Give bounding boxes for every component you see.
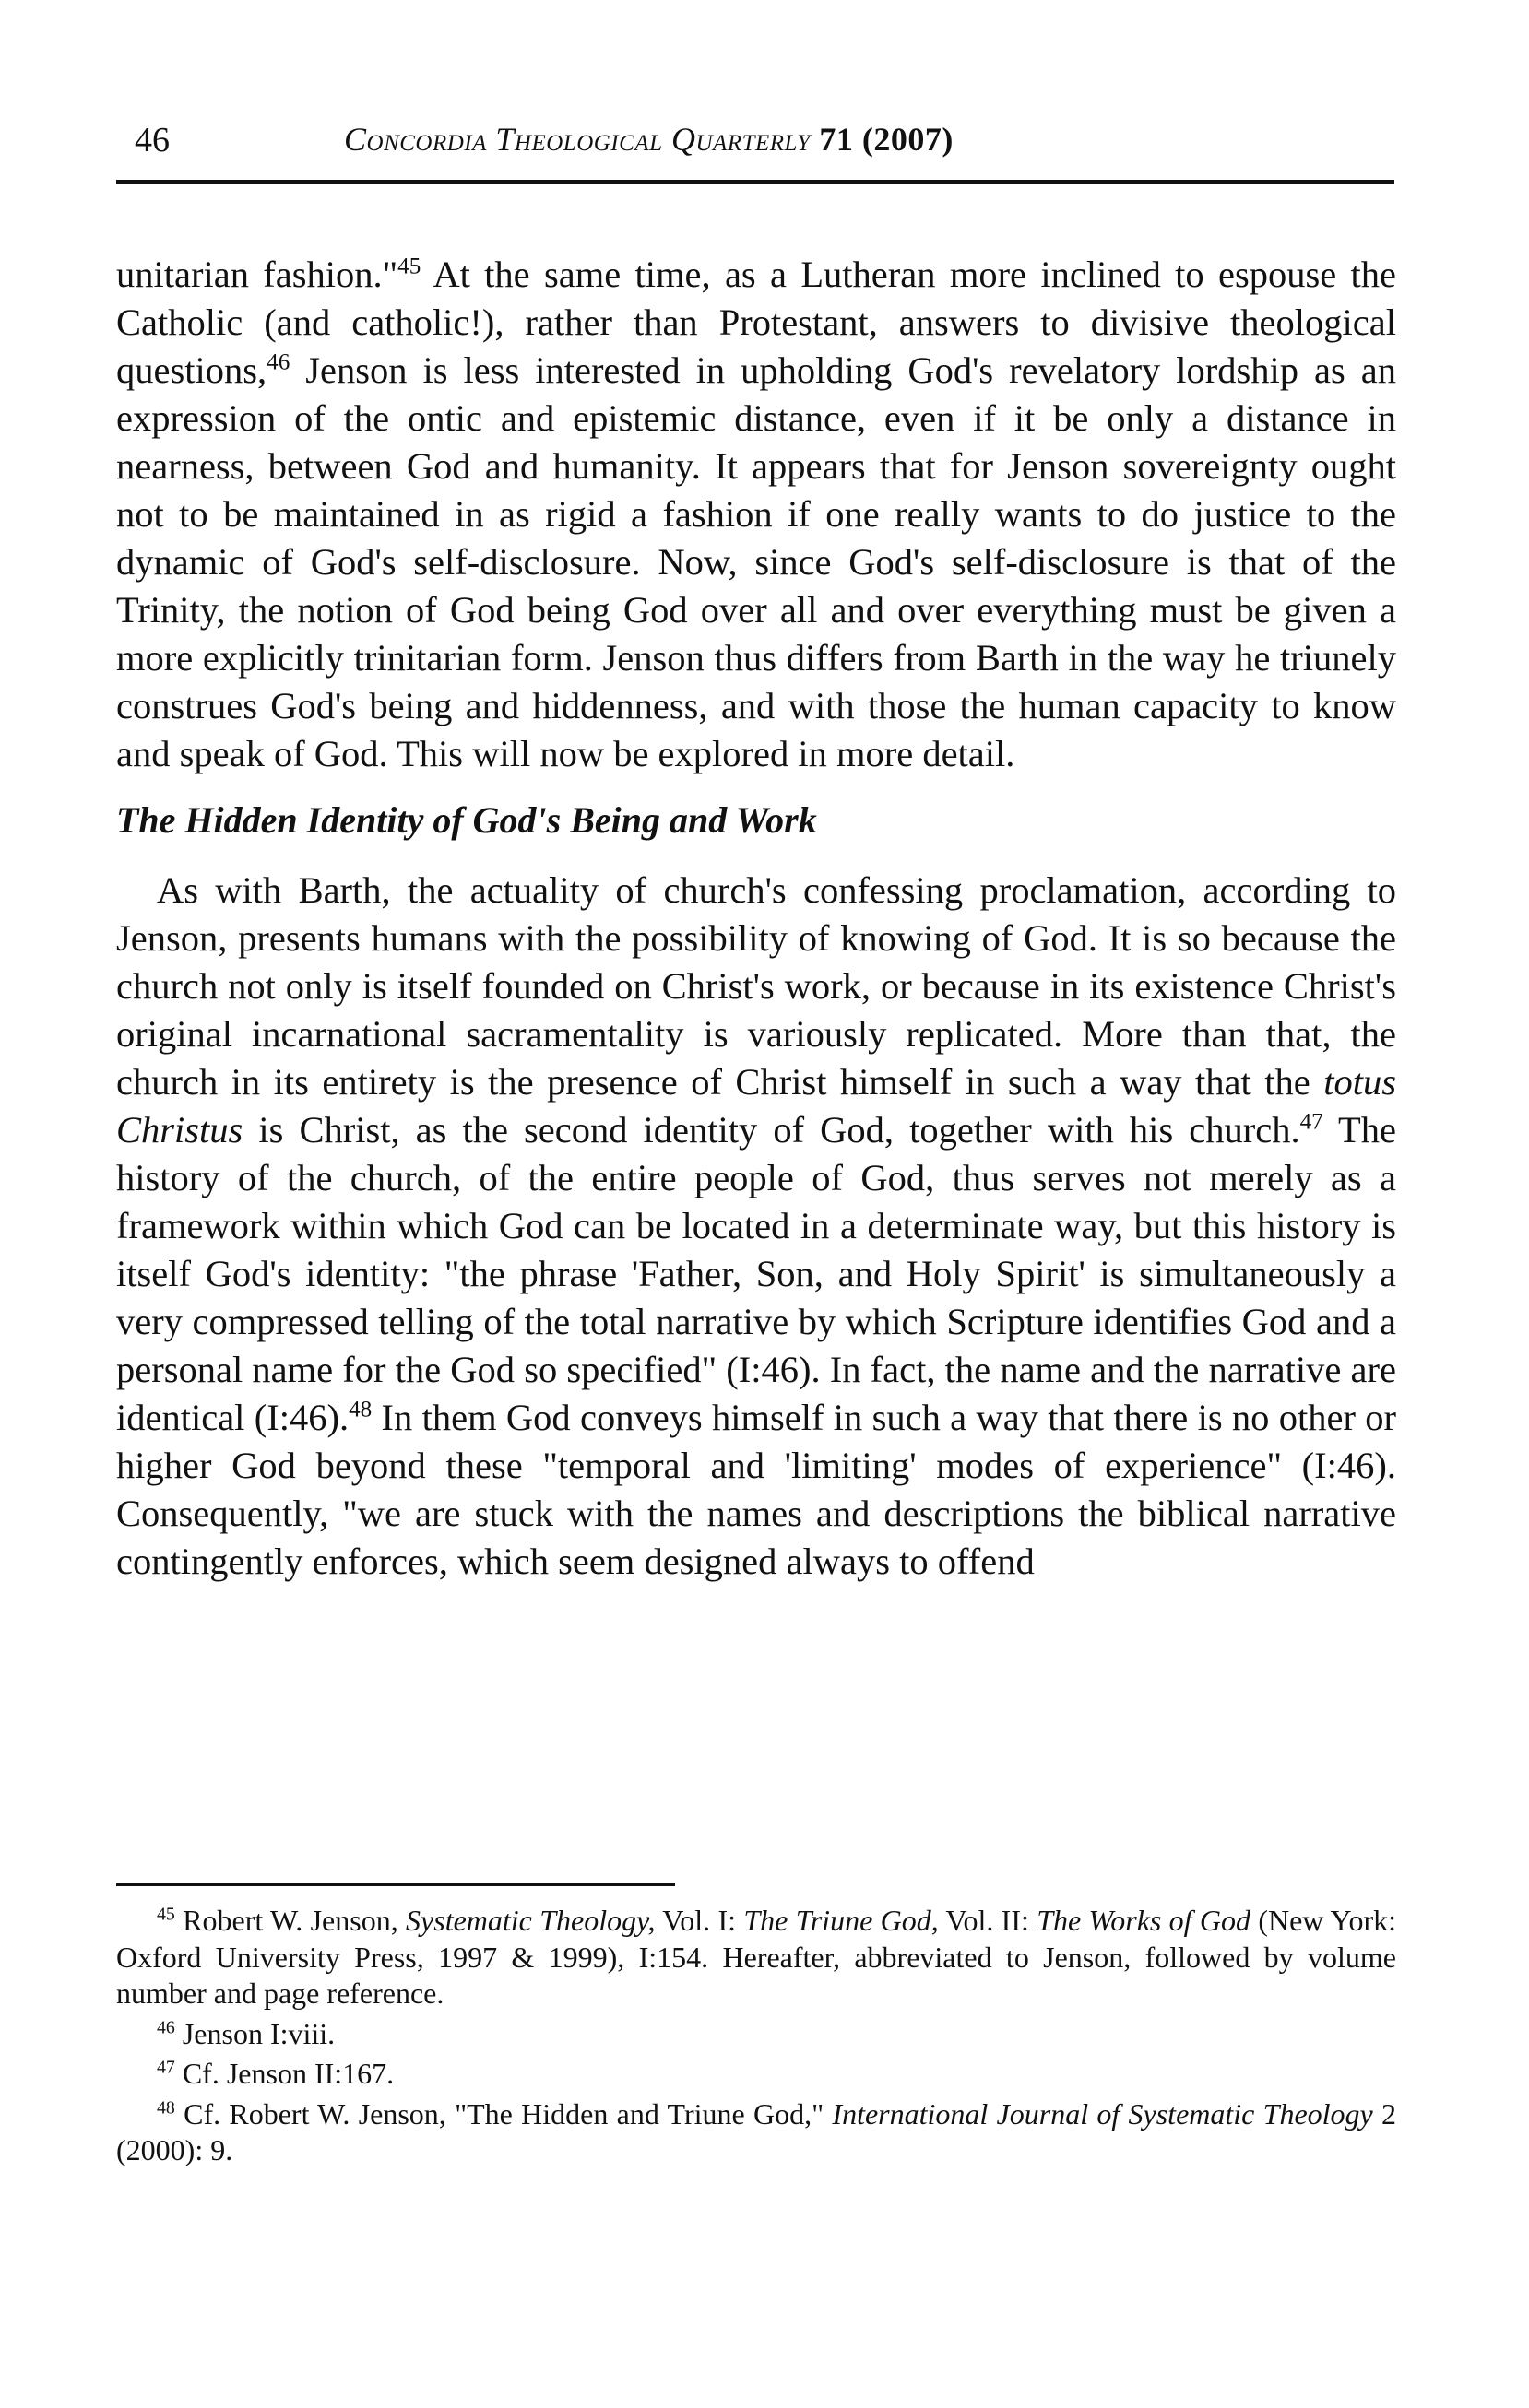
footnotes: [116, 1903, 1396, 2173]
footnote-ref: 48: [349, 1397, 373, 1422]
footnote-48: $^{48}$ Cf. Robert W. Jenson, "The Hidden and Triune God," International Journal of Systematic Theology 2 (2000): 9.: [116, 2096, 1397, 2166]
footnote-47: $^{47}$ Cf. Jenson II:167.: [157, 2057, 395, 2090]
page-number: 46: [135, 121, 170, 159]
volume-year: 71 (2007): [819, 121, 954, 158]
running-header: [116, 112, 1394, 168]
paragraph-1: unitarian fashion."$^{45}$ At the same time, as a Lutheran more inclined to espouse the Catholic (and catholic!), rather than Protestant, answers to divisive theological questions,$^{46}$ Jenson is less interested in upholding God's revelatory lordship as an expression of the ontic and epistemic distance, even if it be only a distance in nearness, between God and humanity. It appears that for Jenson sovereignty ought not to be maintained in as rigid a fashion if one really wants to do justice to the dynamic of God's self-disclosure. Now, since God's self-disclosure is that of the Trinity, the notion of God being God over all and over everything must be given a more explicitly trinitarian form. Jenson thus differs from Barth in the way he triunely construes God's being and hiddenness, and with those the human capacity to know and speak of God. This will now be explored in more detail.: [116, 254, 1396, 774]
footnote-46: $^{46}$ Jenson I:viii.: [157, 2016, 336, 2050]
journal-title: [344, 120, 954, 159]
header-rule: [116, 180, 1394, 184]
body-text: [116, 251, 1396, 1586]
footnote-ref: 46: [267, 349, 290, 375]
footnote-ref: 45: [397, 254, 421, 279]
footnote-ref: 47: [1299, 1109, 1323, 1135]
footnote-45: $^{45}$ Robert W. Jenson, Systematic Theology, Vol. I: The Triune God, Vol. II: The Works of God (New York: Oxford University Press, 1997 & 1999), I:154. Hereafter, abbreviated to Jenson, followed by volume number and page reference.: [116, 1904, 1396, 2010]
section-heading: The Hidden Identity of God's Being and Work: [116, 799, 817, 841]
footnote-rule: [116, 1883, 675, 1886]
paragraph-2: As with Barth, the actuality of church's confessing proclamation, according to Jenson, presents humans with the possibility of knowing of God. It is so because the church not only is itself founded on Christ's work, or because in its existence Christ's original incarnational sacramentality is variously replicated. More than that, the church in its entirety is the presence of Christ himself in such a way that the totus Christus is Christ, as the second identity of God, together with his church.$^{47}$ The history of the church, of the entire people of God, thus serves not merely as a framework within which God can be located in a determinate way, but this history is itself God's identity: "the phrase 'Father, Son, and Holy Spirit' is simultaneously a very compressed telling of the total narrative by which Scripture identifies God and a personal name for the God so specified" (I:46). In fact, the name and the narrative are identical (I:46).$^{48}$ In them God conveys himself in such a way that there is no other or higher God beyond these "temporal and 'limiting' modes of experience" (I:46). Consequently, "we are stuck with the names and descriptions the biblical narrative contingently enforces, which seem designed always to offend: [116, 869, 1397, 1582]
journal-name: Concordia Theological Quarterly: [344, 121, 811, 158]
